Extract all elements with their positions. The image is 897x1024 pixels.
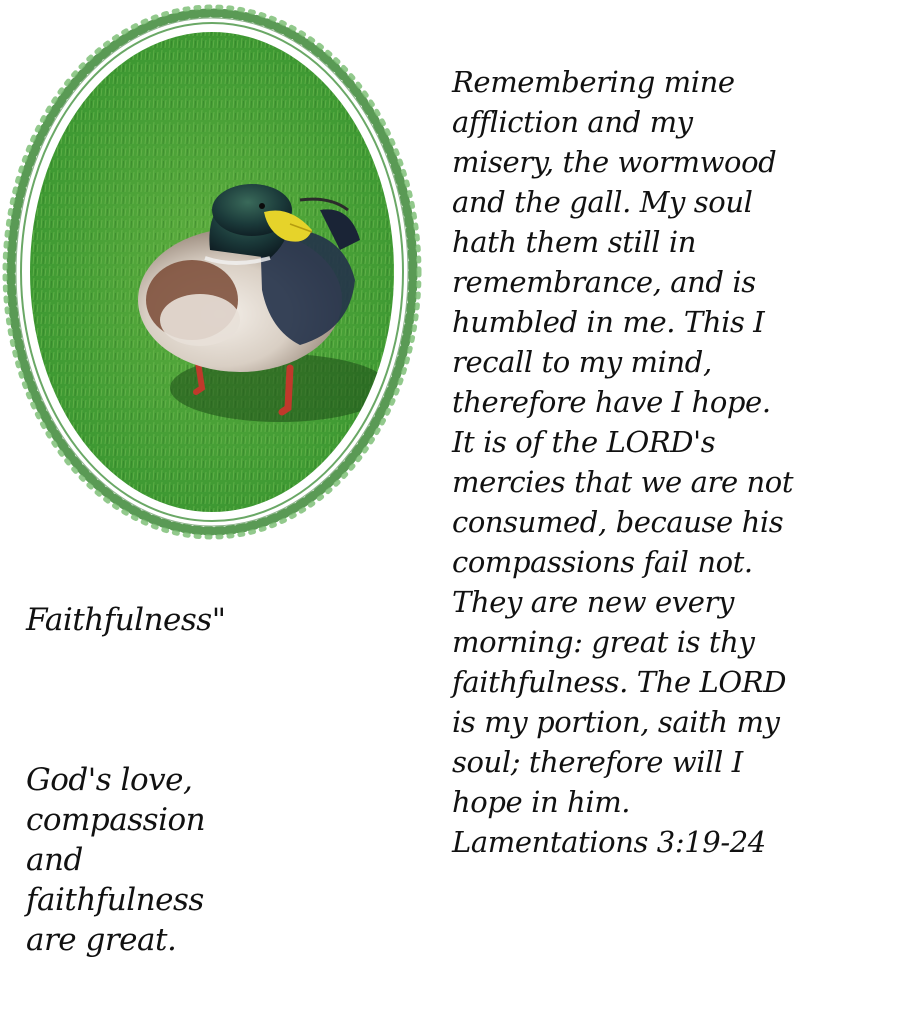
- caption-body: God's love, compassion and faithfulness are great.: [26, 762, 206, 958]
- caption-spacer: [26, 680, 286, 720]
- caption-block: [26, 560, 286, 1000]
- photo-frame: [0, 0, 430, 545]
- framed-duck-photo: [0, 0, 430, 545]
- scripture-verse: Remembering mine affliction and my misery, the wormwood and the gall. My soul hath them still in remembrance, and is humbled in me. This I recall to my mind, therefore have I hope. It is of the LORD's mercies that we are not consumed, because his compassions fail not. They are new every morning: great is thy faithfulness. The LORD is my portion, saith my soul; therefore will I hope in him. Lamentations 3:19-24: [452, 65, 794, 859]
- caption-title: Faithfulness": [26, 602, 226, 638]
